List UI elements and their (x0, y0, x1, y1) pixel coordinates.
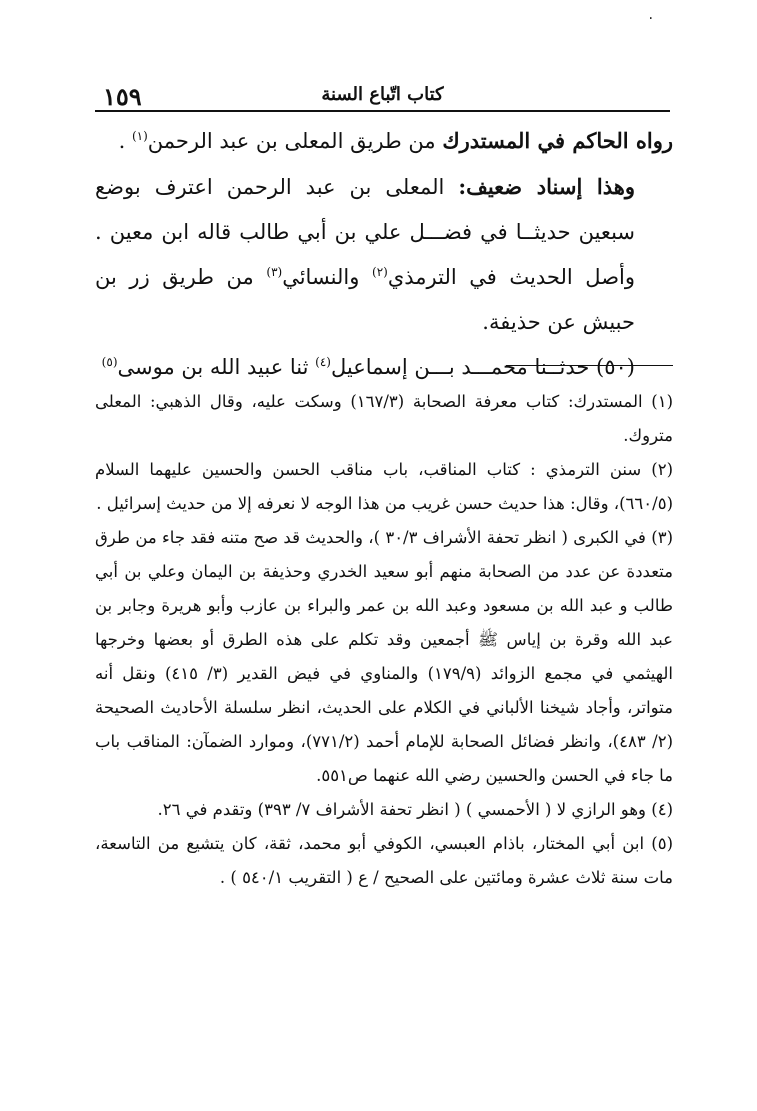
footnote-ref-2: (٢) (372, 265, 388, 279)
p3-mid: ثنا عبيد الله بن موسى (117, 355, 316, 379)
footnote-separator (506, 365, 673, 366)
p1-end: . (118, 129, 132, 153)
p1-rest: من طريق المعلى بن عبد الرحمن (147, 129, 443, 153)
paragraph-3 (95, 345, 673, 390)
footnote-ref-4: (٤) (315, 355, 331, 369)
footnotes (95, 385, 673, 895)
p2-mid: والنسائي (282, 265, 372, 289)
footnote-5: (٥) ابن أبي المختار، باذام العبسي، الكوفي أبو محمد، ثقة، كان يتشيع من التاسعة، مات سنة ثلاث عشرة ومائتين على الصحيح / ع ( التقريب ٥٤٠/١ ) . (95, 834, 673, 887)
footnote-3: (٣) في الكبرى ( انظر تحفة الأشراف ٣٠/٣ )، والحديث قد صح متنه فقد جاء من طرق متعددة عن عدد من الصحابة منهم أبو سعيد الخدري وحذيفة بن اليمان وعلي بن أبي طالب و عبد الله بن مسعود وعبد الله بن عمر والبراء بن عازب وأبو هريرة وجابر بن عبد الله وقرة بن إياس ﷺ أجمعين وقد تكلم على هذه الطرق أو بعضها وخرجها الهيثمي في مجمع الزوائد (١٧٩/٩) والمناوي في فيض القدير (٣/ ٤١٥) ونقل أنه متواتر، وأجاد شيخنا الألباني في الكلام على الحديث، انظر سلسلة الأحاديث الصحيحة (٢/ ٤٨٣)، وانظر فضائل الصحابة للإمام أحمد (٧٧١/٢)، وموارد الضمآن: المناقب باب ما جاء في الحسن والحسين رضي الله عنهما ص٥٥١. (95, 528, 673, 785)
footnote-ref-3: (٣) (266, 265, 283, 279)
p1-bold: رواه الحاكم في المستدرك (442, 128, 673, 153)
corner-mark: ٠ (647, 10, 655, 26)
running-title: كتاب اتّباع السنة (321, 84, 444, 105)
p2-text: المعلى بن عبد الرحمن اعترف بوضع سبعين حديثــا في فضـــل علي بن أبي طالب قاله ابن معين . وأصل الحديث في الترمذي (95, 175, 635, 289)
footnote-2: (٢) سنن الترمذي : كتاب المناقب، باب مناقب الحسن والحسين عليهما السلام (٦٦٠/٥)، وقال: هذا حديث حسن غريب من هذا الوجه لا نعرفه إلا من حديث إسرائيل . (95, 460, 673, 513)
footnote-ref-1: (١) (131, 129, 148, 143)
footnote-4: (٤) وهو الرازي لا ( الأحمسي ) ( انظر تحفة الأشراف ٧/ ٣٩٣) وتقدم في ٢٦. (157, 800, 673, 819)
p2-end: من طريق زر بن حبيش عن حذيفة. (95, 265, 635, 334)
p3-start: (٥٠) حدثــنا محمـــد بـــن إسماعيل (330, 355, 635, 379)
page-header (95, 80, 670, 112)
page-number: ١٥٩ (103, 82, 142, 111)
paragraph-2 (95, 164, 673, 345)
paragraph-1 (95, 118, 673, 164)
footnote-ref-5: (٥) (101, 355, 118, 369)
main-text (95, 118, 673, 390)
footnote-1: (١) المستدرك: كتاب معرفة الصحابة (١٦٧/٣) وسكت عليه، وقال الذهبي: المعلى متروك. (95, 392, 673, 445)
p2-bold: وهذا إسناد ضعيف: (458, 174, 635, 199)
